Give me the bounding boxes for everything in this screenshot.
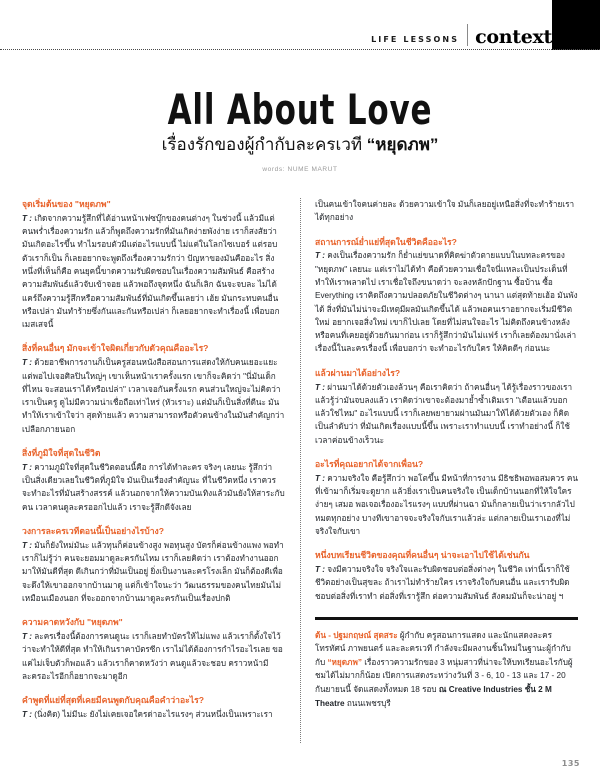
qa-question: หนึ่งบทเรียนชีวิตของคุณที่คนอื่นๆ น่าจะเอาไปใช้ได้เช่นกัน xyxy=(315,550,530,561)
page-subtitle-quote: “หยุดภพ” xyxy=(366,135,439,155)
qa-block xyxy=(315,458,578,538)
qa-block xyxy=(22,342,285,436)
qa-block xyxy=(22,694,285,721)
speaker-label: T : xyxy=(22,462,33,472)
speaker-label: T : xyxy=(315,473,326,483)
speaker-label: T : xyxy=(315,382,326,392)
header-section-title: context xyxy=(475,25,552,48)
qa-question: สิ่งที่ภูมิใจที่สุดในชีวิต xyxy=(22,448,101,458)
page-title: All About Love xyxy=(167,85,433,134)
bio-separator-rule xyxy=(315,617,578,620)
header-kicker: LIFE LESSONS xyxy=(371,35,460,44)
qa-answer xyxy=(315,472,578,538)
qa-block xyxy=(315,367,578,447)
page-subtitle xyxy=(0,134,600,155)
qa-block xyxy=(315,236,578,356)
qa-answer xyxy=(22,539,285,605)
title-block xyxy=(0,85,600,174)
qa-answer-text: มันก็ยังใหม่มันะ แล้วทุนก็ค่อนข้างสูง พอทุนสูง บัตรก็ค่อนข้างแพง พอทำเราก็ไม่รู้ว่า คนจะยอมมาดูละครกันไหม เราก็เลยคิดว่า เราต้องทำงานออกมาให้มันดีที่สุด ดีเกินกว่าที่มันเป็นอยู่ ยิ่งเป็นงานละครโรงเล็ก มันก็ต้องดีเพื่อจะดึงให้เขาออกจากบ้านมาดู แต่ก็เข้าใจนะว่า วัฒนธรรมของคนไทยมันไม่เหมือนเมืองนอก ที่จะออกจากบ้านมาดูละครกันเป็นเรื่องปกติ xyxy=(22,540,284,604)
header-inner xyxy=(371,0,552,50)
left-column xyxy=(22,198,285,743)
bio-name: ต้น - ปฐมกฤษณ์ สุดสระ xyxy=(315,630,398,640)
qa-block xyxy=(22,616,285,683)
qa-question: ความคาดหวังกับ "หยุดภพ" xyxy=(22,617,123,628)
qa-answer-text: คงเป็นเรื่องความรัก ก็ย่ำแย่ขนาดที่คิดฆ่าตัวตายแบบในบทละครของ "หยุดภพ" เลยนะ แต่เราไม่ได้ทำ คือด้วยความเชื่อใจนี่แหละเป็นประเด็นที่ทำให้เราพลาดไป เราเชื่อใจถึงขนาดว่า จะลงหลักปักฐาน ซื้อบ้าน ซื้อ Everything เราคิดถึงความปลอดภัยในชีวิตต่างๆ นานา แต่สุดท้ายเฮ้อ มันพังได้ สิ่งที่มันไม่น่าจะมีเหตุมีผลมันเกิดขึ้นได้ แล้วพอคนเราอยากจะเริ่มมีชีวิตใหม่ อยากเจอสิ่งใหม่ เขาก็ไปเลย โดยที่ไม่สนใจอะไร ไม่คิดถึงคนข้างหลัง หรือคนที่เคยอยู่ด้วยกันมาก่อน เราก็รู้สึกว่ามันไม่แฟร์ เราก็เลยต้องมานั่งเล่าเรื่องนี้ในละครเรื่องนี้ เพื่อบอกว่า จะทำอะไรกับใคร ให้คิดดีๆ ก่อนนะ xyxy=(315,251,578,354)
qa-answer-text: ละครเรื่องนี้ต้องการคนดูนะ เราก็เลยทำบัตรให้ไม่แพง แล้วเราก็ตั้งใจไว้ว่าจะทำให้ดีที่สุด ทำให้เกินราคาบัตรซีก เราไม่ได้ต้องการกำไรอะไรเลย ขอแค่ไม่เจ็บตัวก็พอแล้ว แล้วเราก็คาดหวังว่า คนดูแล้วจะชอบ คราวหน้ามีละครอะไรอีกก็อยากจะมาดูอีก xyxy=(22,632,283,682)
qa-answer xyxy=(22,356,285,436)
running-header xyxy=(0,0,600,50)
qa-question: อะไรที่คุณอยากได้จากเพื่อน? xyxy=(315,459,424,469)
qa-answer-text: ความภูมิใจที่สุดในชีวิตตอนนี้คือ การได้ทำละคร จริงๆ เลยนะ รู้สึกว่าเป็นสิ่งเดียวเลยในชีวิตที่ภูมิใจ มันเป็นเรื่องสำคัญนะ ที่ในชีวิตหนึ่ง เราควรจะทำอะไรที่มันสร้างสรรค์ แล้วนอกจากให้ความบันเทิงแล้วมันยังให้สาระกับคน เวลาคนดูละครออกไปแล้ว เราจะรู้สึกดีจังเลย xyxy=(22,462,285,512)
qa-answer xyxy=(22,708,285,721)
qa-answer xyxy=(22,212,285,332)
page-subtitle-prefix: เรื่องรักของผู้กำกับละครเวที xyxy=(161,135,367,155)
column-divider-dots xyxy=(300,198,301,743)
qa-answer-text: (นิ่งคิด) ไม่มีนะ ยังไม่เคยเจอใครด่าอะไรแรงๆ ส่วนหนึ่งเป็นเพราะเรา xyxy=(32,710,273,720)
speaker-label: T : xyxy=(22,358,33,368)
qa-answer xyxy=(22,630,285,683)
qa-block xyxy=(22,447,285,514)
qa-answer-text: ความจริงใจ คือรู้สึกว่า พอโตขึ้น มีหน้าที่การงาน มีธิชธิพอพอสมควร คนที่เข้ามาก็เริ่มจะดูยาก แล้วยิ่งเราเป็นคนจริงใจ เป็นเด็กบ้านนอกที่ให้ใจใครง่ายๆ เสมอ พอเจอเรื่องอะไรแรงๆ แบบที่ผ่านฉา มันก็กลายเป็นว่าเรากลัวไปหมดทุกอย่าง บางทีเขาอาจจะจริงใจกับเราแล้วล่ะ แต่กลายเป็นเราเองที่ไม่จริงใจกับเขา xyxy=(315,473,578,537)
header-divider-rule xyxy=(467,24,468,46)
bio-venue: ณ Creative Industries ชั้น 2 M Theatre xyxy=(315,684,552,708)
speaker-label: T : xyxy=(22,710,33,720)
qa-question: วงการละครเวทีตอนนี้เป็นอย่างไรบ้าง? xyxy=(22,526,164,537)
page-number: 135 xyxy=(561,759,580,768)
qa-question: คำพูดที่แย่ที่สุดที่เคยมีคนพูดกับคุณคือคำว่าอะไร? xyxy=(22,695,204,706)
bio-text-1: ผู้กำกับ ครูสอนการแสดง และนักแสดงละครโทรทัศน์ ภาพยนตร์ และละครเวที กำลังจะมีผลงานชิ้นใหม่ในฐานะผู้กำกับ กับ xyxy=(315,630,571,667)
qa-question: สถานการณ์ย่ำแย่ที่สุดในชีวิตคืออะไร? xyxy=(315,236,457,247)
qa-block-continued xyxy=(315,198,578,225)
qa-block xyxy=(22,198,285,331)
qa-answer xyxy=(315,249,578,355)
body-columns xyxy=(22,198,578,743)
qa-answer-text: ด้วยอาชีพการงานก็เป็นครูสอนหนังสือสอนการแสดงให้กับคนเยอะแยะ แต่พอไปเจอศิลปินใหญ่ๆ เขาเห็นหน้าเราครั้งแรก เขาก็จะคิดว่า "นี่มันเด็กที่ไหน จะสอนเราได้หรือเปล่า" เวลาเจอกันครั้งแรก คนส่วนใหญ่จะไม่คิดว่าเราเป็นครู ดูไม่มีความน่าเชื่อถือเท่าไหร่ (หัวเราะ) แต่มันก็เป็นสิ่งที่ดีนะ มันทำให้เราเข้าใจว่า สุดท้ายแล้ว ความสามารถหรือตัวตนข้างในมันสำคัญกว่าเปลือกภายนอก xyxy=(22,358,285,434)
qa-answer xyxy=(315,381,578,447)
speaker-label: T : xyxy=(22,213,33,223)
speaker-label: T : xyxy=(315,251,326,261)
header-black-block xyxy=(552,0,600,50)
qa-answer: เป็นคนเข้าใจคนค่ายละ ด้วยความเข้าใจ มันก็เลยอยู่เหนือสิ่งที่จะทำร้ายเราได้ทุกอย่าง xyxy=(315,200,575,223)
qa-answer xyxy=(22,461,285,514)
bio-text-3: ถนนเพชรบุรี xyxy=(344,698,391,708)
bio-show-title: “หยุดภพ” xyxy=(327,657,362,667)
speaker-label: T : xyxy=(315,565,326,575)
qa-block xyxy=(22,525,285,605)
column-divider xyxy=(285,198,315,743)
qa-question: สิ่งที่คนอื่นๆ มักจะเข้าใจผิดเกี่ยวกับตัวคุณคืออะไร? xyxy=(22,343,209,354)
qa-answer-text: จงมีความจริงใจ จริงใจและรับผิดชอบต่อสิ่งต่างๆ ในชีวิต เท่านี้เราก็ใช้ชีวิตอย่างเป็นสุขละ ถ้าเราไม่ทำร้ายใคร เราจริงใจกับคนอื่น และเรารับผิดชอบต่อสิ่งที่เราทำ ต่อสิ่งที่เรารู้สึก ต่อความสัมพันธ์ สังคมมันก็จะน่าอยู่ ฯ xyxy=(315,565,570,601)
qa-answer xyxy=(315,563,578,603)
qa-question: แล้วผ่านมาได้อย่างไร? xyxy=(315,367,401,378)
header-dotted-rule xyxy=(0,49,600,50)
speaker-label: T : xyxy=(22,540,33,550)
qa-answer-text: ผ่านมาได้ด้วยตัวเองล้วนๆ คือเราคิดว่า ถ้าคนอื่นๆ ได้รู้เรื่องราวของเราแล้วรู้ว่ามันจบลงแล้ว เราคิดว่าเขาจะต้องมาย้ำซ้ำเติมเรา "เตือนแล้วบอกแล้วใช่ไหม" อะไรแบบนี้ เราก็เลยพยายามผ่านมันมาให้ได้ด้วยตัวเอง ก็คิดเป็นลำดับว่า ที่มันเกิดเรื่องแบบนี้ขึ้น เพราะเราทำแบบนี้ เราทำอย่างนี้ ก็ใช้เวลาค่อนข้างเร็วนะ xyxy=(315,382,573,445)
qa-answer-text: เกิดจากความรู้สึกที่ได้อ่านหน้าเฟซบุ๊กของคนต่างๆ ในช่วงนี้ แล้วมีแต่คนพร่ำเรื่องความรัก แล้วก็พูดถึงความรักที่มันเกิดง่ายพังง่าย เราก็สงสัยว่ามันเกิดอะไรขึ้น ทำไมรอบตัวมีแต่อะไรแบบนี้ ไม่แค่ในโลกไซเบอร์ แต่รอบตัวเราก็เป็น ก็เลยอยากจะพูดถึงเรื่องความรักว่า ปัญหาของมันคืออะไร สิ่งหนึ่งที่เห็นก็คือ คนยุคนี้ขาดความรับผิดชอบในเรื่องความสัมพันธ์ คือสร้างความสัมพันธ์แล้วจับเข้าจอย แล้วพอถึงจุดหนึ่ง ฉันก็เลิก ฉันจะจบละ ไม่ได้แคร์ถึงความรู้สึกหรือความสัมพันธ์ที่มันเกิดขึ้นเลยว่า เฮ้ย มันกระทบคนอื่นหรือเปล่า มันทำร้ายซึ่งกันและกันหรือเปล่า ก็เลยอยากจะทำเรื่องนี้ เพื่อบอกเมสเสจนี้ xyxy=(22,213,280,330)
qa-block xyxy=(315,549,578,603)
speaker-label: T : xyxy=(22,632,33,642)
qa-question: จุดเริ่มต้นของ "หยุดภพ" xyxy=(22,199,111,209)
bio-block xyxy=(315,629,578,711)
bio-text-2: เรื่องราวความรักของ 3 หนุ่มสาวที่น่าจะให้บทเรียนอะไรกับผู้ชมได้ไม่มากก็น้อย เปิดการแสดงระหว่างวันที่ 3 - 6, 10 - 13 และ 17 - 20 กันยายนนี้ จัดแสดงทั้งหมด 18 รอบ xyxy=(315,657,573,694)
right-column xyxy=(315,198,578,743)
byline: words: NUME MARUT xyxy=(262,166,338,174)
